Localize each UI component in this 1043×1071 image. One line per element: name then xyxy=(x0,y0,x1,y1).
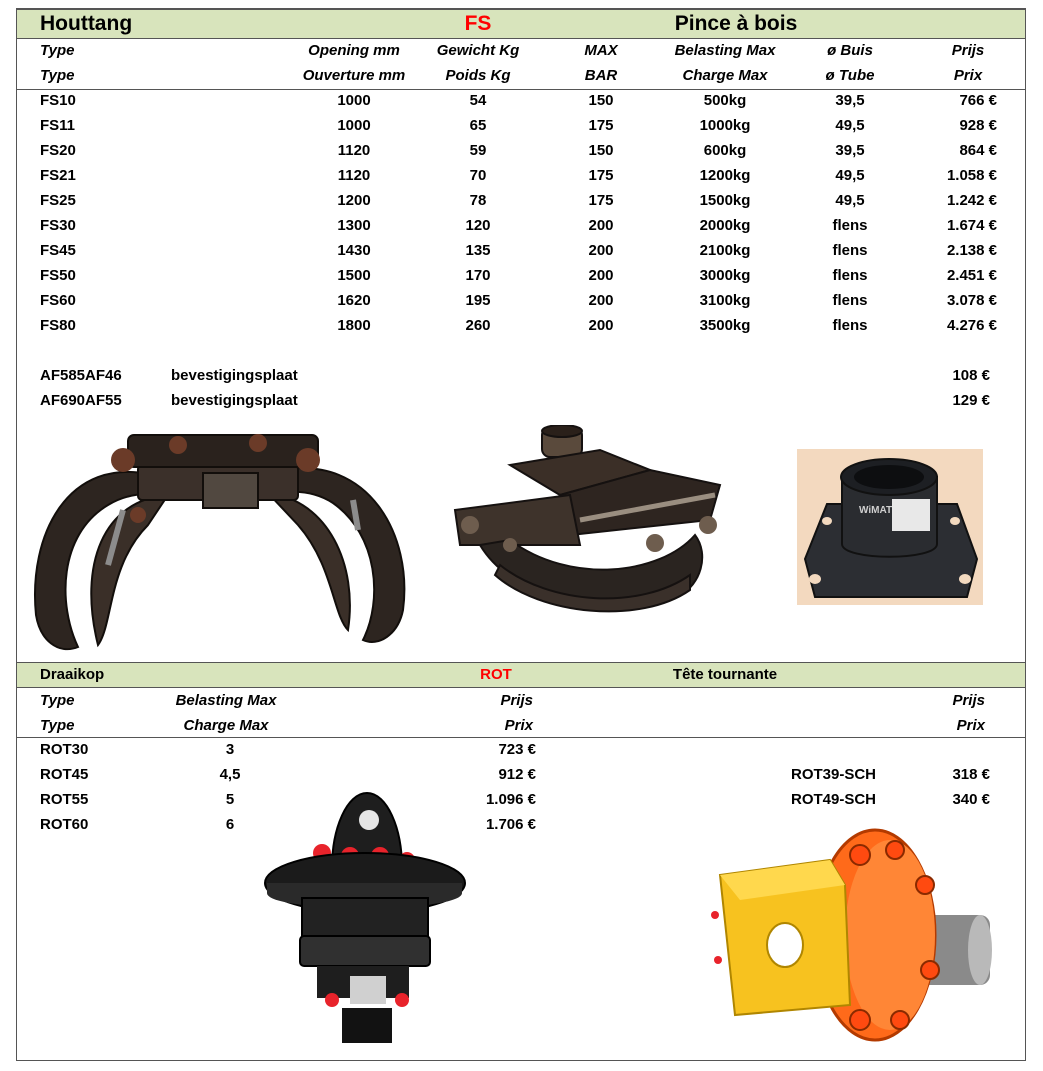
rot-header-nl-1: Belasting Max xyxy=(175,692,277,709)
fs-row-9-col-1: 1800 xyxy=(337,317,371,334)
rot-row-3-type: ROT60 xyxy=(40,816,89,833)
rot-header-fr-3: Prix xyxy=(956,717,985,734)
accessory-1-code: AF690AF55 xyxy=(40,392,122,409)
rot-row-0-price: 723 € xyxy=(498,741,536,758)
sch-row-1-type: ROT49-SCH xyxy=(791,791,877,808)
rot-row-1-price: 912 € xyxy=(498,766,536,783)
fs-header-band xyxy=(17,9,1025,39)
fs-row-9-col-3: 200 xyxy=(588,317,614,334)
rot-row-2-load: 5 xyxy=(225,791,235,808)
fs-row-6-col-3: 200 xyxy=(588,242,614,259)
fs-row-7-col-2: 170 xyxy=(465,267,491,284)
fs-row-4-col-4: 1500kg xyxy=(699,192,751,209)
fs-row-0-col-2: 54 xyxy=(469,92,487,109)
fs-header-divider xyxy=(17,89,1025,90)
fs-row-4-col-5: 49,5 xyxy=(835,192,865,209)
sch-row-1-price: 340 € xyxy=(952,791,990,808)
fs-row-8-col-3: 200 xyxy=(588,292,614,309)
fs-row-7-col-4: 3000kg xyxy=(699,267,751,284)
fs-row-0-col-5: 39,5 xyxy=(835,92,865,109)
fs-row-5-col-3: 200 xyxy=(588,217,614,234)
fs-row-8-col-1: 1620 xyxy=(337,292,371,309)
fs-row-8-col-0: FS60 xyxy=(40,292,76,309)
fs-row-5-price: 1.674 € xyxy=(946,217,997,234)
fs-row-6-col-5: flens xyxy=(832,242,868,259)
rot-title-fr: Tête tournante xyxy=(672,666,778,683)
rot-row-2-price: 1.096 € xyxy=(485,791,536,808)
mounting-plate-image xyxy=(797,449,983,605)
fs-row-6-col-4: 2100kg xyxy=(699,242,751,259)
fs-row-6-col-0: FS45 xyxy=(40,242,76,259)
fs-row-8-col-4: 3100kg xyxy=(699,292,751,309)
fs-row-3-col-0: FS21 xyxy=(40,167,76,184)
fs-row-3-col-3: 175 xyxy=(588,167,614,184)
fs-row-3-col-4: 1200kg xyxy=(699,167,751,184)
rot-row-2-type: ROT55 xyxy=(40,791,89,808)
fs-header-nl-5: ø Buis xyxy=(827,42,873,59)
rot-title: Draaikop xyxy=(40,666,105,683)
rot-header-fr-2: Prix xyxy=(504,717,533,734)
fs-header-nl-4: Belasting Max xyxy=(674,42,776,59)
fs-row-7-col-1: 1500 xyxy=(337,267,371,284)
rot-header-nl-2: Prijs xyxy=(500,692,533,709)
fs-row-2-col-1: 1120 xyxy=(337,142,371,159)
fs-header-fr-3: BAR xyxy=(584,67,618,84)
accessory-1-price: 129 € xyxy=(952,392,990,409)
rot-header-fr-1: Charge Max xyxy=(183,717,269,734)
fs-row-1-col-0: FS11 xyxy=(40,117,76,134)
fs-row-8-col-5: flens xyxy=(832,292,868,309)
fs-row-2-col-0: FS20 xyxy=(40,142,76,159)
rot-row-3-price: 1.706 € xyxy=(485,816,536,833)
fs-row-5-col-0: FS30 xyxy=(40,217,76,234)
rot-row-3-load: 6 xyxy=(225,816,235,833)
fs-row-1-col-3: 175 xyxy=(588,117,614,134)
fs-row-2-col-2: 59 xyxy=(469,142,487,159)
fs-row-3-col-1: 1120 xyxy=(337,167,371,184)
fs-row-9-col-5: flens xyxy=(832,317,868,334)
accessory-1-desc: bevestigingsplaat xyxy=(171,392,298,409)
fs-row-8-col-2: 195 xyxy=(465,292,491,309)
sch-row-0-type: ROT39-SCH xyxy=(791,766,877,783)
rot-row-0-type: ROT30 xyxy=(40,741,89,758)
fs-header-nl-2: Gewicht Kg xyxy=(436,42,520,59)
fs-header-fr-5: ø Tube xyxy=(825,67,875,84)
fs-title: Houttang xyxy=(40,12,133,35)
fs-row-6-col-1: 1430 xyxy=(337,242,371,259)
rot-header-fr-0: Type xyxy=(40,717,75,734)
rotator-sch-image xyxy=(700,825,1000,1047)
fs-row-3-col-2: 70 xyxy=(469,167,487,184)
fs-row-0-col-3: 150 xyxy=(588,92,614,109)
fs-row-5-col-1: 1300 xyxy=(337,217,371,234)
fs-row-4-col-2: 78 xyxy=(469,192,487,209)
fs-row-7-col-3: 200 xyxy=(588,267,614,284)
rot-header-nl-0: Type xyxy=(40,692,75,709)
fs-row-1-col-1: 1000 xyxy=(337,117,371,134)
rot-header-divider xyxy=(17,737,1025,738)
fs-code: FS xyxy=(464,12,492,35)
fs-row-9-col-0: FS80 xyxy=(40,317,76,334)
fs-row-2-price: 864 € xyxy=(959,142,997,159)
fs-row-4-col-1: 1200 xyxy=(337,192,371,209)
fs-row-0-col-4: 500kg xyxy=(703,92,747,109)
fs-row-9-price: 4.276 € xyxy=(946,317,997,334)
flange-brand-label: WiMAT xyxy=(859,505,893,516)
log-grapple-closed-image xyxy=(450,425,730,625)
fs-header-fr-6: Prix xyxy=(953,67,983,84)
fs-header-fr-4: Charge Max xyxy=(682,67,768,84)
fs-row-7-price: 2.451 € xyxy=(946,267,997,284)
fs-header-nl-0: Type xyxy=(40,42,75,59)
fs-row-0-col-0: FS10 xyxy=(40,92,76,109)
rot-row-0-load: 3 xyxy=(225,741,235,758)
fs-row-6-col-2: 135 xyxy=(465,242,491,259)
fs-header-fr-1: Ouverture mm xyxy=(302,67,406,84)
fs-row-4-price: 1.242 € xyxy=(946,192,997,209)
fs-row-9-col-2: 260 xyxy=(465,317,491,334)
fs-row-8-price: 3.078 € xyxy=(946,292,997,309)
rot-code: ROT xyxy=(480,666,512,683)
fs-row-7-col-0: FS50 xyxy=(40,267,76,284)
fs-row-1-col-5: 49,5 xyxy=(835,117,865,134)
fs-row-2-col-5: 39,5 xyxy=(835,142,865,159)
fs-row-9-col-4: 3500kg xyxy=(699,317,751,334)
fs-row-2-col-3: 150 xyxy=(588,142,614,159)
rot-header-band xyxy=(17,662,1025,688)
fs-row-3-col-5: 49,5 xyxy=(835,167,865,184)
fs-row-6-price: 2.138 € xyxy=(946,242,997,259)
fs-row-2-col-4: 600kg xyxy=(703,142,747,159)
fs-row-1-col-2: 65 xyxy=(469,117,487,134)
fs-header-fr-0: Type xyxy=(40,67,75,84)
log-grapple-open-image xyxy=(28,415,413,660)
fs-header-nl-6: Prijs xyxy=(951,42,985,59)
fs-row-0-price: 766 € xyxy=(959,92,997,109)
rot-row-1-type: ROT45 xyxy=(40,766,89,783)
rot-row-1-load: 4,5 xyxy=(219,766,241,783)
fs-title-fr: Pince à bois xyxy=(674,12,798,35)
fs-row-1-col-4: 1000kg xyxy=(699,117,751,134)
fs-header-nl-3: MAX xyxy=(584,42,618,59)
accessory-0-code: AF585AF46 xyxy=(40,367,122,384)
rot-header-nl-3: Prijs xyxy=(952,692,985,709)
fs-row-4-col-3: 175 xyxy=(588,192,614,209)
sch-row-0-price: 318 € xyxy=(952,766,990,783)
fs-row-7-col-5: flens xyxy=(832,267,868,284)
accessory-0-price: 108 € xyxy=(952,367,990,384)
fs-header-fr-2: Poids Kg xyxy=(445,67,511,84)
accessory-0-desc: bevestigingsplaat xyxy=(171,367,298,384)
fs-row-3-price: 1.058 € xyxy=(946,167,997,184)
fs-row-5-col-4: 2000kg xyxy=(699,217,751,234)
fs-row-5-col-2: 120 xyxy=(465,217,491,234)
fs-row-1-price: 928 € xyxy=(959,117,997,134)
fs-row-0-col-1: 1000 xyxy=(337,92,371,109)
rotator-image xyxy=(262,788,472,1043)
fs-row-5-col-5: flens xyxy=(832,217,868,234)
fs-header-nl-1: Opening mm xyxy=(308,42,400,59)
fs-row-4-col-0: FS25 xyxy=(40,192,76,209)
